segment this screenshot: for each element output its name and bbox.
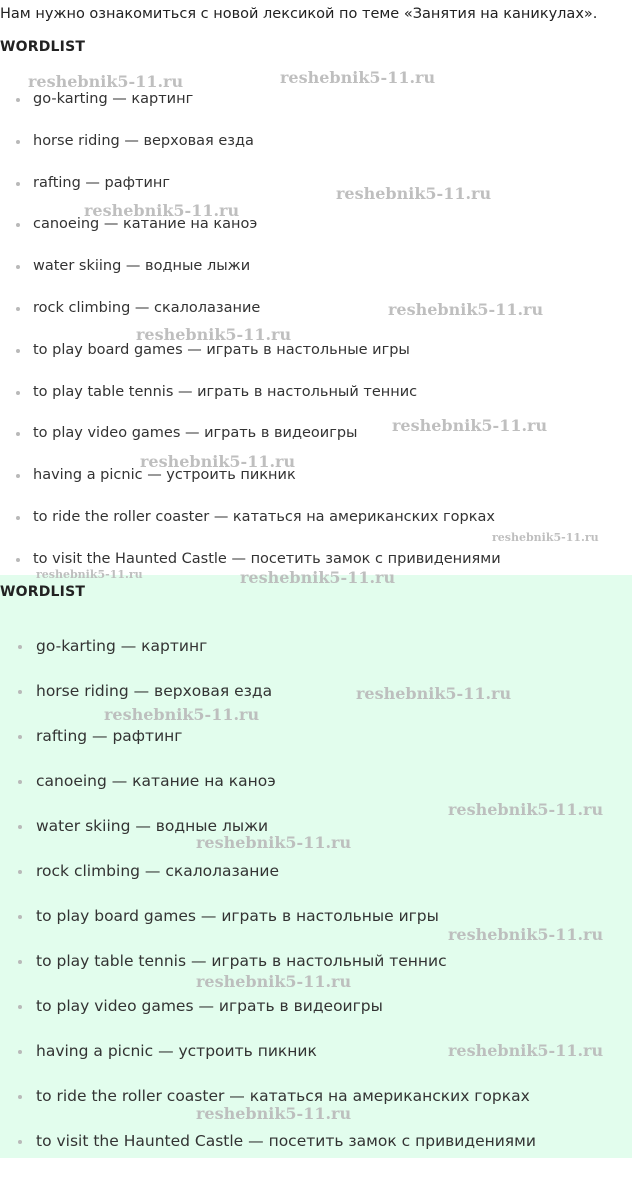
list-item-text: rafting — рафтинг xyxy=(33,174,170,191)
list-item-text: having a picnic — устроить пикник xyxy=(36,1042,317,1060)
watermark: reshebnik5-11.ru xyxy=(492,531,599,544)
list-item-text: canoeing — катание на каноэ xyxy=(36,772,276,790)
wordlist-heading: WORDLIST xyxy=(0,39,86,55)
watermark: reshebnik5-11.ru xyxy=(28,72,184,91)
bullet-icon xyxy=(18,1140,22,1144)
list-item xyxy=(0,342,410,358)
watermark: reshebnik5-11.ru xyxy=(336,184,492,203)
bullet-icon xyxy=(18,1005,22,1009)
bullet-icon xyxy=(16,223,20,227)
list-item-text: go-karting — картинг xyxy=(33,91,194,107)
list-item xyxy=(0,1042,317,1060)
list-item-text: water skiing — водные лыжи xyxy=(33,258,251,275)
wordlist-panel xyxy=(0,575,632,1158)
list-item xyxy=(0,175,170,191)
bullet-icon xyxy=(18,690,22,694)
list-item xyxy=(0,772,276,790)
bullet-icon xyxy=(18,960,22,964)
bullet-icon xyxy=(18,780,22,784)
watermark: reshebnik5-11.ru xyxy=(448,925,604,944)
list-item-text: rafting — рафтинг xyxy=(36,727,183,745)
list-item xyxy=(0,551,501,567)
bullet-icon xyxy=(16,474,20,478)
bullet-icon xyxy=(18,915,22,919)
wordlist-heading: WORDLIST xyxy=(0,584,86,600)
list-item xyxy=(0,258,250,274)
bullet-icon xyxy=(16,349,20,353)
bullet-icon xyxy=(16,98,20,102)
bullet-icon xyxy=(16,432,20,436)
bullet-icon xyxy=(18,825,22,829)
bullet-icon xyxy=(16,182,20,186)
watermark: reshebnik5-11.ru xyxy=(240,568,396,587)
watermark: reshebnik5-11.ru xyxy=(392,416,548,435)
bullet-icon xyxy=(18,870,22,874)
list-item-text: rock climbing — скалолазание xyxy=(33,300,261,316)
list-item-text: horse riding — верховая езда xyxy=(36,682,273,700)
list-item-text: water skiing — водные лыжи xyxy=(36,817,269,835)
watermark: reshebnik5-11.ru xyxy=(36,568,143,581)
bullet-icon xyxy=(18,735,22,739)
list-item xyxy=(0,133,254,149)
list-item xyxy=(0,1132,536,1150)
watermark: reshebnik5-11.ru xyxy=(104,705,260,724)
list-item xyxy=(0,907,439,925)
list-item-text: rock climbing — скалолазание xyxy=(36,862,279,880)
watermark: reshebnik5-11.ru xyxy=(196,972,352,991)
list-item xyxy=(0,817,268,835)
bullet-icon xyxy=(16,516,20,520)
watermark: reshebnik5-11.ru xyxy=(280,68,436,87)
watermark: reshebnik5-11.ru xyxy=(356,684,512,703)
watermark: reshebnik5-11.ru xyxy=(140,452,296,471)
list-item-text: to visit the Haunted Castle — посетить замок с привидениями xyxy=(33,550,501,567)
list-item xyxy=(0,997,383,1015)
list-item xyxy=(0,1087,530,1105)
list-item xyxy=(0,952,447,970)
bullet-icon xyxy=(16,391,20,395)
bullet-icon xyxy=(16,307,20,311)
bullet-icon xyxy=(16,140,20,144)
list-item xyxy=(0,425,357,441)
list-item-text: having a picnic — устроить пикник xyxy=(33,467,296,484)
list-item-text: to visit the Haunted Castle — посетить замок с привидениями xyxy=(36,1132,536,1150)
list-item-text: to ride the roller coaster — кататься на американских горках xyxy=(36,1087,530,1105)
list-item-text: to play board games — играть в настольные игры xyxy=(36,907,439,925)
list-item-text: to play board games — играть в настольные игры xyxy=(33,341,410,358)
list-item-text: to play table tennis — играть в настольный теннис xyxy=(36,952,447,970)
list-item-text: canoeing — катание на каноэ xyxy=(33,216,258,233)
list-item xyxy=(0,216,257,232)
bullet-icon xyxy=(18,1095,22,1099)
list-item xyxy=(0,384,417,400)
watermark: reshebnik5-11.ru xyxy=(388,300,544,319)
list-item-text: horse riding — верховая езда xyxy=(33,132,254,149)
list-item xyxy=(0,91,193,107)
list-item xyxy=(0,682,272,700)
bullet-icon xyxy=(18,1050,22,1054)
list-item-text: to play video games — играть в видеоигры xyxy=(36,997,383,1015)
watermark: reshebnik5-11.ru xyxy=(448,1041,604,1060)
bullet-icon xyxy=(18,645,22,649)
watermark: reshebnik5-11.ru xyxy=(448,800,604,819)
list-item xyxy=(0,467,296,483)
watermark: reshebnik5-11.ru xyxy=(196,833,352,852)
list-item-text: to ride the roller coaster — кататься на американских горках xyxy=(33,509,495,525)
watermark: reshebnik5-11.ru xyxy=(136,325,292,344)
list-item-text: to play video games — играть в видеоигры xyxy=(33,425,358,442)
intro-text: Нам нужно ознакомиться с новой лексикой по теме «Занятия на каникулах». xyxy=(0,6,598,22)
bullet-icon xyxy=(16,265,20,269)
list-item xyxy=(0,509,495,525)
list-item xyxy=(0,637,207,655)
list-item xyxy=(0,727,182,745)
watermark: reshebnik5-11.ru xyxy=(84,201,240,220)
list-item-text: go-karting — картинг xyxy=(36,637,208,655)
list-item xyxy=(0,300,260,316)
list-item-text: to play table tennis — играть в настольный теннис xyxy=(33,383,418,400)
list-item xyxy=(0,862,279,880)
bullet-icon xyxy=(16,558,20,562)
watermark: reshebnik5-11.ru xyxy=(196,1104,352,1123)
